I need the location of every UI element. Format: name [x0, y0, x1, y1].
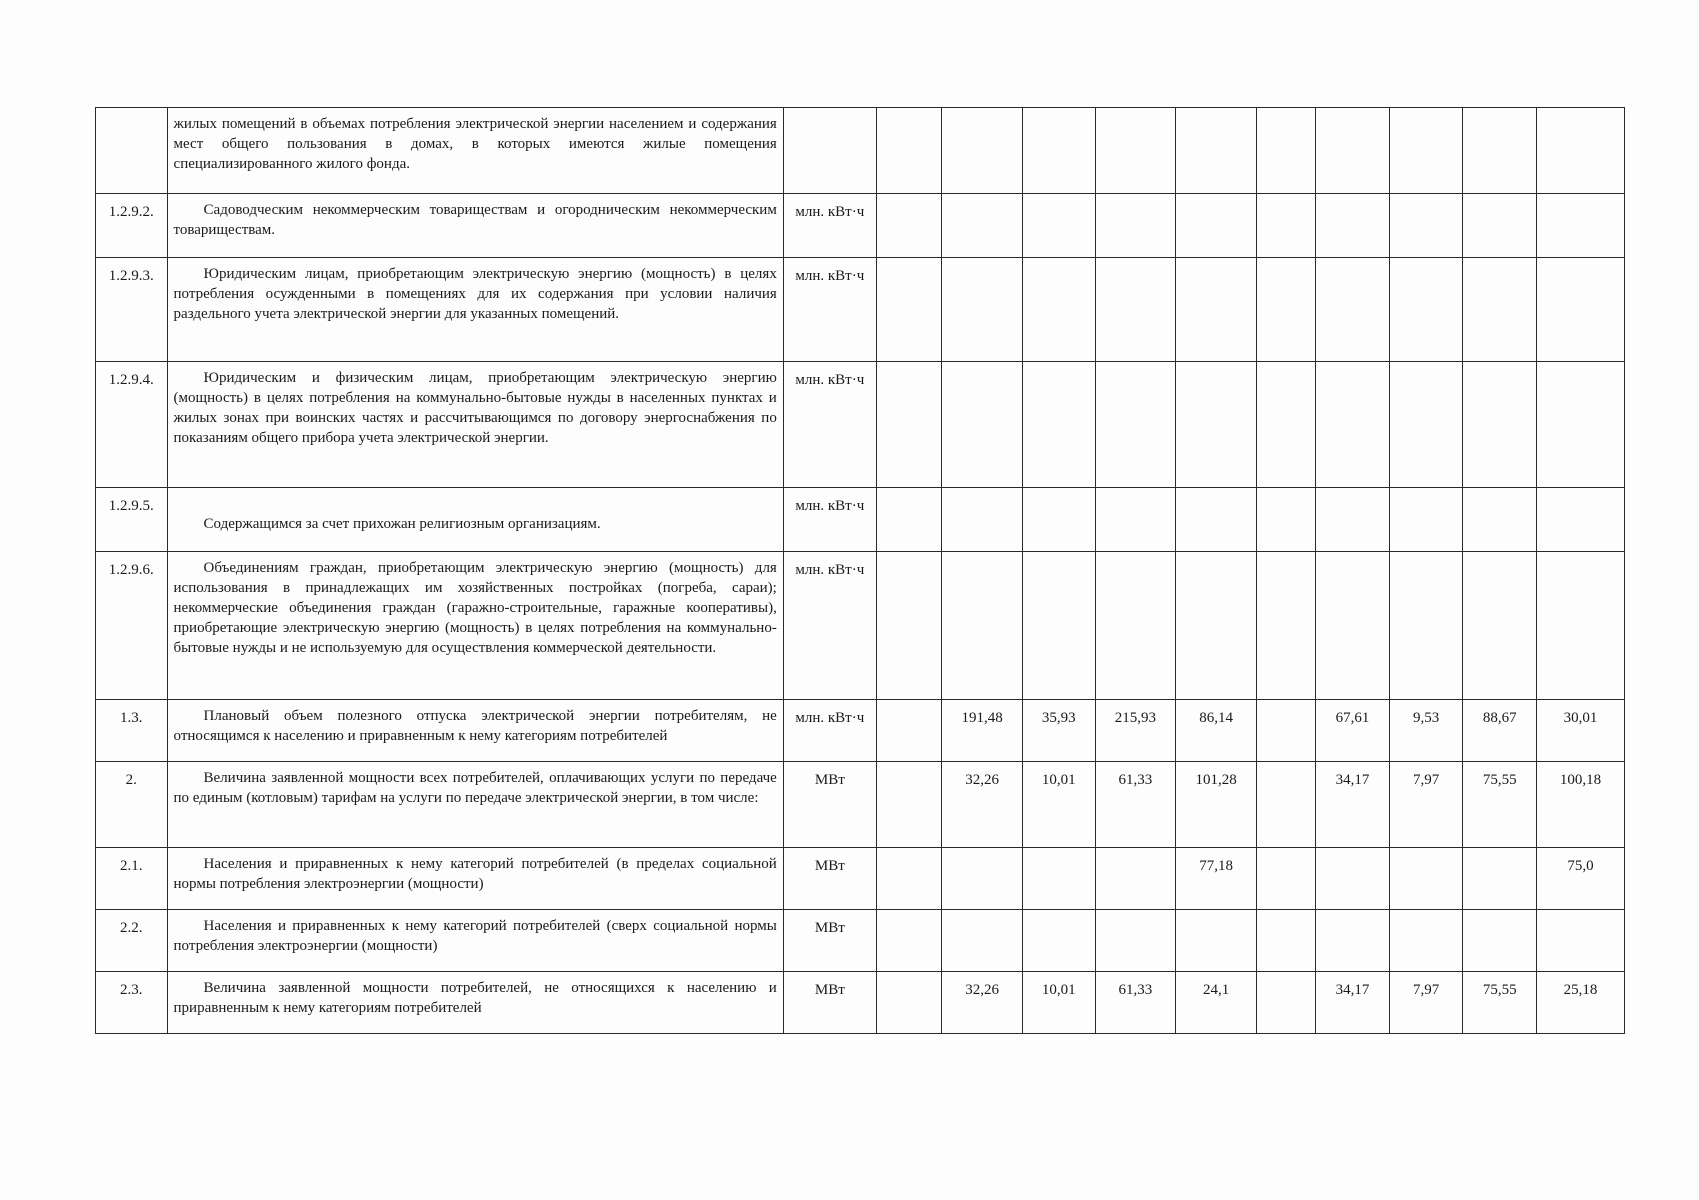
table-row	[96, 700, 1625, 762]
row-unit: млн. кВт·ч	[783, 194, 876, 258]
row-unit: МВт	[783, 972, 876, 1034]
row-description	[167, 194, 783, 258]
value-cell	[1095, 108, 1176, 194]
table-row	[96, 488, 1625, 552]
table-row	[96, 362, 1625, 488]
value-cell: 61,33	[1095, 762, 1176, 848]
row-description	[167, 552, 783, 700]
value-cell	[876, 552, 941, 700]
value-cell: 25,18	[1537, 972, 1625, 1034]
row-description-text: Величина заявленной мощности потребителей, не относящихся к населению и приравненным к нему категориям потребителей	[173, 980, 777, 1016]
value-cell	[942, 910, 1023, 972]
row-unit: млн. кВт·ч	[783, 362, 876, 488]
value-cell: 7,97	[1389, 762, 1463, 848]
value-cell	[1316, 108, 1390, 194]
value-cell	[876, 848, 941, 910]
value-cell	[1257, 362, 1316, 488]
value-cell	[1463, 362, 1537, 488]
row-description-text: Населения и приравненных к нему категорий потребителей (сверх социальной нормы потребления электроэнергии (мощности)	[173, 918, 777, 954]
value-cell	[1537, 488, 1625, 552]
row-description-text: Юридическим лицам, приобретающим электрическую энергию (мощность) в целях потребления осужденными в помещениях для их содержания при условии наличия раздельного учета электрической энергии для указанных помещений.	[173, 266, 777, 322]
value-cell	[1176, 194, 1257, 258]
value-cell	[1095, 488, 1176, 552]
value-cell: 100,18	[1537, 762, 1625, 848]
value-cell	[1316, 258, 1390, 362]
row-unit: МВт	[783, 848, 876, 910]
row-unit	[783, 108, 876, 194]
value-cell	[1389, 848, 1463, 910]
row-description	[167, 488, 783, 552]
table-row	[96, 972, 1625, 1034]
row-number: 1.2.9.2.	[96, 194, 168, 258]
row-description	[167, 362, 783, 488]
value-cell	[1316, 910, 1390, 972]
value-cell	[1022, 194, 1095, 258]
value-cell: 32,26	[942, 762, 1023, 848]
row-description-text: жилых помещений в объемах потребления электрической энергии населением и содержания мест общего пользования в домах, в которых имеются жилые помещения специализированного жилого фонда.	[173, 116, 777, 172]
value-cell: 34,17	[1316, 762, 1390, 848]
value-cell	[942, 488, 1023, 552]
value-cell	[1316, 362, 1390, 488]
value-cell	[1257, 972, 1316, 1034]
value-cell	[1463, 488, 1537, 552]
value-cell	[942, 194, 1023, 258]
value-cell	[942, 258, 1023, 362]
value-cell	[1463, 258, 1537, 362]
value-cell	[1257, 108, 1316, 194]
value-cell	[1095, 362, 1176, 488]
row-description	[167, 108, 783, 194]
value-cell: 77,18	[1176, 848, 1257, 910]
table-row	[96, 258, 1625, 362]
row-description-text: Плановый объем полезного отпуска электрической энергии потребителям, не относящимся к населению и приравненным к нему категориям потребителей	[173, 708, 777, 744]
value-cell	[1095, 194, 1176, 258]
value-cell	[1176, 258, 1257, 362]
value-cell	[1537, 552, 1625, 700]
value-cell	[1463, 194, 1537, 258]
value-cell	[1095, 552, 1176, 700]
value-cell: 32,26	[942, 972, 1023, 1034]
value-cell	[876, 488, 941, 552]
value-cell	[1257, 762, 1316, 848]
value-cell	[1257, 700, 1316, 762]
row-description	[167, 700, 783, 762]
value-cell: 35,93	[1022, 700, 1095, 762]
value-cell	[1257, 848, 1316, 910]
value-cell: 86,14	[1176, 700, 1257, 762]
value-cell	[876, 108, 941, 194]
value-cell	[1537, 108, 1625, 194]
value-cell: 34,17	[1316, 972, 1390, 1034]
row-number: 1.2.9.5.	[96, 488, 168, 552]
value-cell	[1257, 552, 1316, 700]
row-number	[96, 108, 168, 194]
value-cell: 10,01	[1022, 972, 1095, 1034]
table-row	[96, 848, 1625, 910]
value-cell	[876, 762, 941, 848]
value-cell: 215,93	[1095, 700, 1176, 762]
value-cell	[1022, 362, 1095, 488]
value-cell: 61,33	[1095, 972, 1176, 1034]
table-row	[96, 762, 1625, 848]
value-cell	[1316, 488, 1390, 552]
table-row	[96, 108, 1625, 194]
value-cell	[1176, 910, 1257, 972]
table-row	[96, 910, 1625, 972]
value-cell: 10,01	[1022, 762, 1095, 848]
table-row	[96, 194, 1625, 258]
value-cell: 191,48	[942, 700, 1023, 762]
row-unit: млн. кВт·ч	[783, 700, 876, 762]
row-unit: МВт	[783, 762, 876, 848]
value-cell	[1537, 910, 1625, 972]
value-cell	[1537, 258, 1625, 362]
value-cell	[1095, 258, 1176, 362]
value-cell	[1257, 194, 1316, 258]
tariff-table	[95, 107, 1625, 1034]
value-cell	[1389, 910, 1463, 972]
value-cell	[1095, 910, 1176, 972]
row-number: 1.2.9.6.	[96, 552, 168, 700]
value-cell	[1463, 910, 1537, 972]
value-cell	[1537, 362, 1625, 488]
table-row	[96, 552, 1625, 700]
row-description-text: Юридическим и физическим лицам, приобретающим электрическую энергию (мощность) в целях потребления на коммунально-бытовые нужды в населенных пунктах и жилых зонах при воинских частях и рассчитывающимся по договору энергоснабжения по показаниям общего прибора учета электрической энергии.	[173, 370, 777, 446]
value-cell	[1389, 108, 1463, 194]
value-cell	[1176, 552, 1257, 700]
value-cell: 101,28	[1176, 762, 1257, 848]
value-cell	[1316, 848, 1390, 910]
value-cell	[942, 552, 1023, 700]
row-description-text: Содержащимся за счет прихожан религиозным организациям.	[203, 516, 601, 532]
value-cell	[876, 700, 941, 762]
value-cell	[1022, 258, 1095, 362]
value-cell	[942, 848, 1023, 910]
value-cell	[1389, 362, 1463, 488]
value-cell	[1095, 848, 1176, 910]
value-cell	[876, 258, 941, 362]
row-number: 2.2.	[96, 910, 168, 972]
value-cell: 75,55	[1463, 762, 1537, 848]
row-unit: МВт	[783, 910, 876, 972]
value-cell	[1022, 108, 1095, 194]
value-cell	[1257, 258, 1316, 362]
value-cell	[1022, 848, 1095, 910]
row-unit: млн. кВт·ч	[783, 258, 876, 362]
row-number: 2.3.	[96, 972, 168, 1034]
value-cell: 30,01	[1537, 700, 1625, 762]
value-cell: 24,1	[1176, 972, 1257, 1034]
value-cell: 75,55	[1463, 972, 1537, 1034]
value-cell	[876, 910, 941, 972]
row-unit: млн. кВт·ч	[783, 552, 876, 700]
value-cell: 7,97	[1389, 972, 1463, 1034]
value-cell	[1463, 848, 1537, 910]
value-cell	[1257, 488, 1316, 552]
value-cell	[1022, 910, 1095, 972]
value-cell	[1389, 258, 1463, 362]
value-cell	[876, 194, 941, 258]
row-description	[167, 972, 783, 1034]
value-cell	[1176, 362, 1257, 488]
value-cell	[942, 362, 1023, 488]
value-cell	[1316, 552, 1390, 700]
row-number: 2.1.	[96, 848, 168, 910]
row-description	[167, 762, 783, 848]
value-cell	[1176, 488, 1257, 552]
value-cell	[876, 972, 941, 1034]
row-number: 1.3.	[96, 700, 168, 762]
value-cell: 75,0	[1537, 848, 1625, 910]
row-number: 1.2.9.4.	[96, 362, 168, 488]
row-number: 1.2.9.3.	[96, 258, 168, 362]
row-number: 2.	[96, 762, 168, 848]
row-description-text: Садоводческим некоммерческим товариществам и огородническим некоммерческим товариществам.	[173, 202, 777, 238]
row-description-text: Величина заявленной мощности всех потребителей, оплачивающих услуги по передаче по единым (котловым) тарифам на услуги по передаче электрической энергии, в том числе:	[173, 770, 777, 806]
value-cell: 9,53	[1389, 700, 1463, 762]
value-cell: 67,61	[1316, 700, 1390, 762]
value-cell	[1022, 488, 1095, 552]
value-cell	[1316, 194, 1390, 258]
value-cell	[1389, 194, 1463, 258]
value-cell	[942, 108, 1023, 194]
value-cell	[1389, 552, 1463, 700]
value-cell	[876, 362, 941, 488]
row-description	[167, 258, 783, 362]
row-unit: млн. кВт·ч	[783, 488, 876, 552]
value-cell	[1389, 488, 1463, 552]
value-cell: 88,67	[1463, 700, 1537, 762]
row-description-text: Объединениям граждан, приобретающим электрическую энергию (мощность) для использования в принадлежащих им хозяйственных постройках (погреба, сараи); некоммерческие объединения граждан (гаражно-строительные, гаражные кооперативы), приобретающие электрическую энергию (мощность) в целях потребления на коммунально-бытовые нужды и не используемую для осуществления коммерческой деятельности.	[173, 560, 777, 656]
value-cell	[1176, 108, 1257, 194]
row-description	[167, 848, 783, 910]
value-cell	[1537, 194, 1625, 258]
value-cell	[1257, 910, 1316, 972]
row-description-text: Населения и приравненных к нему категорий потребителей (в пределах социальной нормы потребления электроэнергии (мощности)	[173, 856, 777, 892]
value-cell	[1463, 108, 1537, 194]
value-cell	[1463, 552, 1537, 700]
row-description	[167, 910, 783, 972]
value-cell	[1022, 552, 1095, 700]
